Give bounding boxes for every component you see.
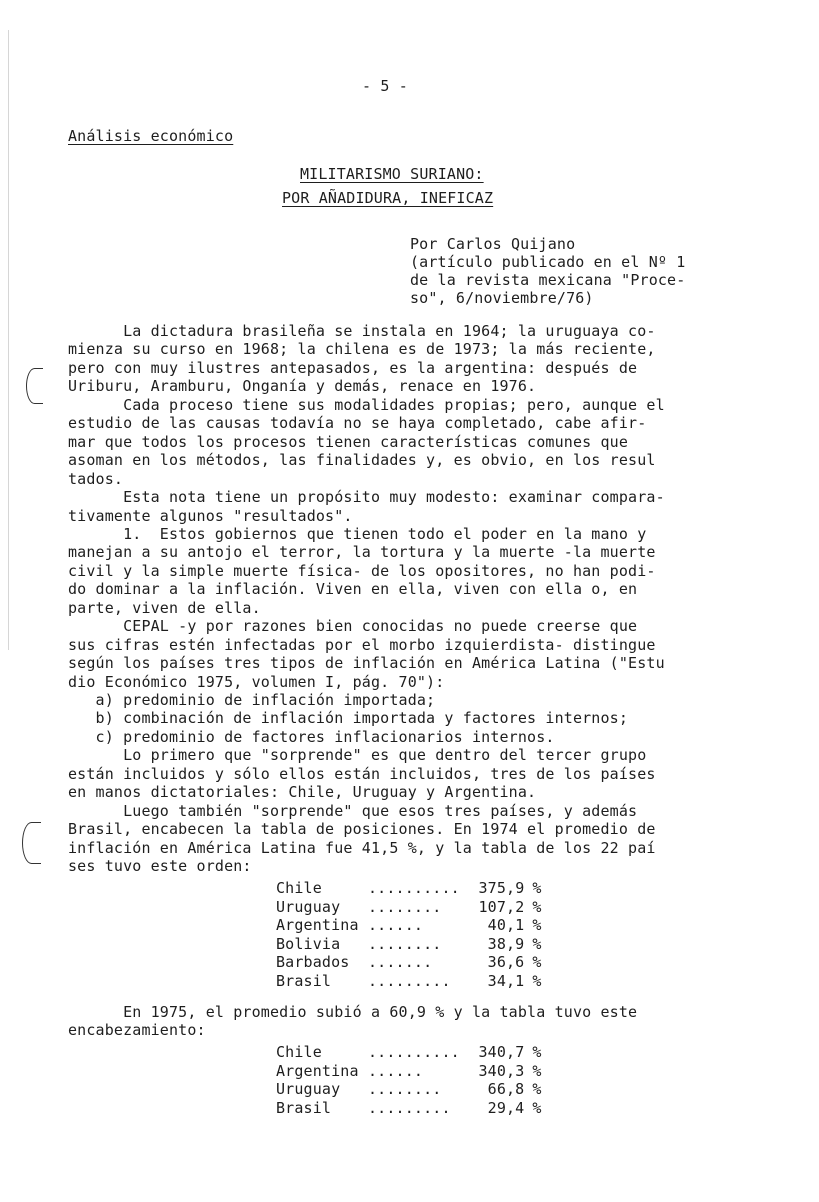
text-line: Cada proceso tiene sus modalidades propias; pero, aunque el [68, 395, 665, 414]
country-name: Uruguay [276, 1080, 341, 1098]
text-line: Brasil, encabecen la tabla de posiciones. En 1974 el promedio de [68, 820, 656, 839]
text-line: pero con muy ilustres antepasados, es la argentina: después de [68, 358, 638, 377]
text-line: do dominar a la inflación. Viven en ella, viven con ella o, en [68, 580, 638, 599]
country-name: Brasil [276, 1098, 332, 1117]
text-line: estudio de las causas todavía no se haya completado, cabe afir- [68, 414, 647, 433]
article-title-line-1: MILITARISMO SURIANO: [300, 165, 484, 183]
inflation-value: 34,1 [487, 971, 525, 990]
text-line: ses tuvo este orden: [68, 857, 252, 876]
table-row [276, 1100, 551, 1117]
country-name: Brasil [276, 971, 332, 990]
inflation-value: 36,6 [487, 953, 525, 971]
percent-sign: % [532, 897, 542, 916]
country-name: Chile [276, 1043, 322, 1061]
table-row [276, 880, 551, 897]
leader-dots: ...... [368, 1061, 424, 1080]
text-line: dio Económico 1975, volumen I, pág. 70"): [68, 672, 445, 691]
table-row [276, 1063, 551, 1080]
text-line: encabezamiento: [68, 1021, 206, 1040]
inflation-value: 340,3 [478, 1061, 525, 1080]
text-line: tivamente algunos "resultados". [68, 506, 353, 525]
inflation-value: 107,2 [478, 897, 525, 916]
text-line: tados. [68, 469, 124, 488]
leader-dots: ...... [368, 916, 424, 934]
punch-hole-mark [26, 368, 43, 404]
scan-edge-line [8, 30, 9, 650]
text-line: parte, viven de ella. [68, 598, 261, 617]
byline-line: de la revista mexicana "Proce- [410, 271, 686, 289]
text-line: Esta nota tiene un propósito muy modesto: examinar compara- [68, 488, 665, 507]
table-row [276, 899, 551, 916]
text-line: mienza su curso en 1968; la chilena es de 1973; la más reciente, [68, 340, 656, 359]
percent-sign: % [532, 971, 542, 990]
leader-dots: .......... [368, 879, 460, 897]
percent-sign: % [532, 934, 542, 953]
text-line: sus cifras estén infectadas por el morbo izquierdista- distingue [68, 635, 656, 654]
inflation-value: 66,8 [487, 1080, 525, 1098]
text-line: b) combinación de inflación importada y factores internos; [68, 709, 629, 728]
percent-sign: % [532, 953, 542, 971]
country-name: Argentina [276, 916, 359, 934]
inflation-value: 29,4 [487, 1098, 525, 1117]
country-name: Bolivia [276, 934, 341, 953]
text-line: según los países tres tipos de inflación en América Latina ("Estu [68, 654, 665, 673]
text-line: 1. Estos gobiernos que tienen todo el poder en la mano y [68, 524, 647, 543]
leader-dots: .......... [368, 1043, 460, 1061]
country-name: Uruguay [276, 897, 341, 916]
table-row [276, 1044, 551, 1061]
text-line: a) predominio de inflación importada; [68, 691, 436, 709]
byline-line: (artículo publicado en el Nº 1 [410, 253, 686, 271]
text-line: civil y la simple muerte física- de los opositores, no han podi- [68, 561, 656, 580]
inflation-value: 375,9 [478, 879, 525, 897]
percent-sign: % [532, 1080, 542, 1098]
country-name: Barbados [276, 953, 350, 971]
inflation-value: 340,7 [478, 1043, 525, 1061]
percent-sign: % [532, 916, 542, 934]
table-row [276, 936, 551, 953]
text-line: mar que todos los procesos tienen características comunes que [68, 432, 629, 451]
table-row [276, 973, 551, 990]
country-name: Argentina [276, 1061, 359, 1080]
text-line: Lo primero que "sorprende" es que dentro del tercer grupo [68, 746, 647, 765]
section-heading: Análisis económico [68, 127, 234, 145]
inflation-value: 38,9 [487, 934, 525, 953]
text-line: CEPAL -y por razones bien conocidas no puede creerse que [68, 617, 638, 636]
percent-sign: % [532, 1061, 542, 1080]
text-line: están incluidos y sólo ellos están incluidos, tres de los países [68, 764, 656, 783]
leader-dots: ........ [368, 934, 442, 953]
text-line: En 1975, el promedio subió a 60,9 % y la tabla tuvo este [68, 1003, 638, 1021]
leader-dots: ....... [368, 953, 433, 971]
percent-sign: % [532, 879, 542, 897]
page-number: - 5 - [362, 77, 408, 95]
table-row [276, 954, 551, 971]
text-line: asoman en los métodos, las finalidades y, es obvio, en los resul [68, 451, 656, 470]
leader-dots: ......... [368, 1098, 451, 1117]
percent-sign: % [532, 1098, 542, 1117]
punch-hole-mark [22, 822, 41, 864]
text-line: manejan a su antojo el terror, la tortura y la muerte -la muerte [68, 543, 656, 562]
inflation-value: 40,1 [487, 916, 525, 934]
leader-dots: ........ [368, 1080, 442, 1098]
text-line: Uriburu, Aramburu, Onganía y demás, renace en 1976. [68, 377, 537, 396]
country-name: Chile [276, 879, 322, 897]
text-line: La dictadura brasileña se instala en 1964; la uruguaya co- [68, 322, 656, 340]
table-row [276, 917, 551, 934]
byline-line: Por Carlos Quijano [410, 235, 576, 253]
table-row [276, 1081, 551, 1098]
text-line: en manos dictatoriales: Chile, Uruguay y Argentina. [68, 783, 537, 802]
leader-dots: ........ [368, 897, 442, 916]
article-title-line-2: POR AÑADIDURA, INEFICAZ [282, 189, 494, 207]
byline-line: so", 6/noviembre/76) [410, 289, 594, 307]
leader-dots: ......... [368, 971, 451, 990]
percent-sign: % [532, 1043, 542, 1061]
text-line: c) predominio de factores inflacionarios internos. [68, 727, 555, 746]
text-line: inflación en América Latina fue 41,5 %, y la tabla de los 22 paí [68, 838, 656, 857]
text-line: Luego también "sorprende" que esos tres países, y además [68, 801, 638, 820]
